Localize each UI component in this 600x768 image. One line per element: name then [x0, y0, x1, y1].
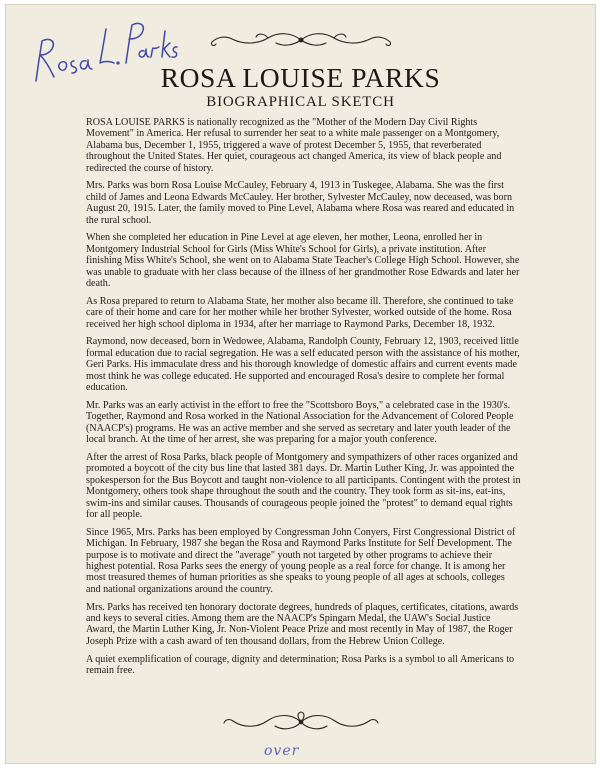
- flourish-icon: [206, 29, 396, 51]
- paragraph: As Rosa prepared to return to Alabama State, her mother also became ill. Therefore, she continued to take care of their home and care for her mother while her brother Sylvester, worked outside of the home. Rosa received her high school diploma in 1934, after her marriage to Raymond Parks, December 18, 1932.: [86, 295, 514, 330]
- top-flourish-ornament: [6, 29, 595, 56]
- paragraph: Mrs. Parks has received ten honorary doctorate degrees, hundreds of plaques, certificates, citations, awards and keys to several cities. Among them are the NAACP's Spingarn Medal, the UAW's Social Justice Award, the Martin Luther King, Jr. Non-Violent Peace Prize and most recently in May of 1987, the Roger Joseph Prize with a cash award of ten thousand dollars, from the Hebrew Union College.: [86, 601, 519, 647]
- biography-body: [86, 117, 521, 683]
- paragraph: Mrs. Parks was born Rosa Louise McCauley, February 4, 1913 in Tuskegee, Alabama. She was the first child of James and Leona Edwards McCauley. Her brother, Sylvester McCauley, now deceased, was born August 20, 1915. Later, the family moved to Pine Level, Alabama where Rosa was reared and educated in the rural school.: [86, 180, 515, 226]
- paragraph: After the arrest of Rosa Parks, black people of Montgomery and sympathizers of other races organized and promoted a boycott of the city bus line that lasted 381 days. Dr. Martin Luther King, Jr. was appointed the spokesperson for the Bus Boycott and taught non-violence to all participants. Contingent with the protest in Montgomery, others took shape throughout the south and the country. They took form as sit-ins, eat-ins, swim-ins and similar causes. Thousands of courageous people joined the "protest" to demand equal rights for all people.: [86, 451, 521, 520]
- document-subtitle: BIOGRAPHICAL SKETCH: [206, 94, 395, 110]
- flourish-icon: [221, 709, 381, 735]
- paragraph: ROSA LOUISE PARKS is nationally recognized as the "Mother of the Modern Day Civil Rights Movement" in America. Her refusal to surrender her seat to a white male passenger on a Montgomery, Alabama bus, December 1, 1955, triggered a wave of protest December 5, 1955, that reverberated throughout the United States. Her quiet, courageous act changed America, its view of black people and redirected the course of history.: [86, 117, 502, 174]
- paragraph: Raymond, now deceased, born in Wedowee, Alabama, Randolph County, February 12, 1903, received little formal education due to racial segregation. He was a self educated person with the assistance of his mother, Geri Parks. His immaculate dress and his thorough knowledge of domestic affairs and current events made most think he was college educated. He supported and encouraged Rosa's desire to complete her formal education.: [86, 336, 520, 394]
- paragraph: A quiet exemplification of courage, dignity and determination; Rosa Parks is a symbol to all Americans to remain free.: [86, 653, 515, 676]
- document-page: [5, 4, 596, 764]
- document-title: ROSA LOUISE PARKS: [160, 62, 441, 93]
- bottom-flourish-ornament: [6, 709, 595, 740]
- handwritten-over-note: over: [264, 743, 300, 759]
- paragraph: Mr. Parks was an early activist in the effort to free the "Scottsboro Boys," a celebrated case in the 1930's. Together, Raymond and Rosa worked in the National Association for the Advancement of Colored People (NAACP's) programs. He was an active member and she served as secretary and later youth leader of the local branch. At the time of her arrest, she was preparing for a major youth conference.: [86, 399, 514, 446]
- paragraph: When she completed her education in Pine Level at age eleven, her mother, Leona, enrolled her in Montgomery Industrial School for Girls (Miss White's School for Girls), a private institution. After finishing Miss White's School, she went on to Alabama State Teacher's College High School. However, she was unable to graduate with her class because of the illness of her grandmother Rose Edwards and later her death.: [86, 232, 520, 290]
- paragraph: Since 1965, Mrs. Parks has been employed by Congressman John Conyers, First Congressional District of Michigan. In February, 1987 she began the Rosa and Raymond Parks Institute for Self Development. The purpose is to motivate and direct the "average" youth not targeted by other programs to achieve their highest potential. Rosa Parks sees the energy of young people as a real force for change. It is among her most treasured themes of human priorities as she speaks to young people of all ages at schools, colleges and national organizations around the country.: [86, 526, 516, 595]
